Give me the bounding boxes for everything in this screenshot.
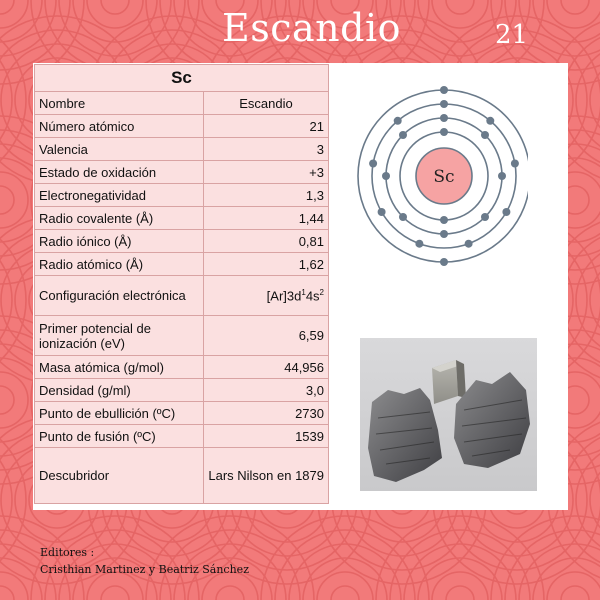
electron: [481, 213, 489, 221]
property-label: Punto de fusión (ºC): [35, 425, 204, 448]
table-row: [35, 207, 329, 230]
electron: [378, 208, 386, 216]
table-row: [35, 379, 329, 402]
property-value: 21: [204, 115, 329, 138]
property-value: 44,956: [204, 356, 329, 379]
property-value: 6,59: [204, 316, 329, 356]
electron: [498, 172, 506, 180]
electron: [399, 131, 407, 139]
property-label: Primer potencial de ionización (eV): [35, 316, 204, 356]
electron: [382, 172, 390, 180]
nucleus-label: Sc: [433, 167, 455, 187]
electron: [440, 114, 448, 122]
table-row: [35, 276, 329, 316]
table-row: [35, 253, 329, 276]
property-label: Electronegatividad: [35, 184, 204, 207]
table-row: [35, 356, 329, 379]
property-value: Escandio: [204, 92, 329, 115]
electron: [394, 117, 402, 125]
property-value: 2730: [204, 402, 329, 425]
table-row: [35, 448, 329, 504]
electron: [440, 216, 448, 224]
property-label: Densidad (g/ml): [35, 379, 204, 402]
table-row: [35, 230, 329, 253]
property-label: Estado de oxidación: [35, 161, 204, 184]
config-sup-2: 2: [319, 287, 324, 297]
config-sup-1: 1: [301, 287, 306, 297]
property-label: Número atómico: [35, 115, 204, 138]
property-value: [204, 276, 329, 316]
electron: [465, 240, 473, 248]
property-value: 1,3: [204, 184, 329, 207]
table-row: [35, 316, 329, 356]
config-prefix: [Ar]3d: [266, 288, 302, 304]
electron: [440, 100, 448, 108]
element-symbol: Sc: [35, 65, 329, 92]
bohr-model-diagram: [352, 72, 528, 280]
table-row: [35, 115, 329, 138]
config-mid: 4s: [305, 288, 320, 304]
property-value: 3: [204, 138, 329, 161]
property-value: 1,44: [204, 207, 329, 230]
table-row: [35, 92, 329, 115]
property-value: Lars Nilson en 1879: [204, 448, 329, 504]
table-header-row: [35, 65, 329, 92]
element-title: Escandio: [222, 6, 402, 50]
electron: [399, 213, 407, 221]
electron: [440, 230, 448, 238]
editors-credit: [40, 544, 249, 578]
property-label: Radio iónico (Å): [35, 230, 204, 253]
electron: [511, 160, 519, 168]
property-value: 3,0: [204, 379, 329, 402]
property-label: Descubridor: [35, 448, 204, 504]
property-value: 1539: [204, 425, 329, 448]
property-label: Radio covalente (Å): [35, 207, 204, 230]
table-row: [35, 184, 329, 207]
credits-heading: Editores :: [40, 546, 95, 559]
property-label: Nombre: [35, 92, 204, 115]
electron: [440, 258, 448, 266]
electron: [502, 208, 510, 216]
property-label: Valencia: [35, 138, 204, 161]
table-row: [35, 425, 329, 448]
scandium-sample-photo: [360, 338, 537, 491]
property-value: 0,81: [204, 230, 329, 253]
properties-table: [34, 64, 329, 504]
property-label: Configuración electrónica: [35, 276, 204, 316]
table-row: [35, 138, 329, 161]
credits-names: Cristhian Martinez y Beatriz Sánchez: [40, 563, 249, 576]
electron: [369, 160, 377, 168]
property-value: 1,62: [204, 253, 329, 276]
atomic-number-badge: 21: [495, 20, 529, 50]
electron: [415, 240, 423, 248]
property-value: +3: [204, 161, 329, 184]
property-label: Punto de ebullición (ºC): [35, 402, 204, 425]
table-row: [35, 161, 329, 184]
electron: [440, 128, 448, 136]
electron: [440, 86, 448, 94]
property-label: Radio atómico (Å): [35, 253, 204, 276]
table-row: [35, 402, 329, 425]
electron: [486, 117, 494, 125]
property-label: Masa atómica (g/mol): [35, 356, 204, 379]
electron: [481, 131, 489, 139]
